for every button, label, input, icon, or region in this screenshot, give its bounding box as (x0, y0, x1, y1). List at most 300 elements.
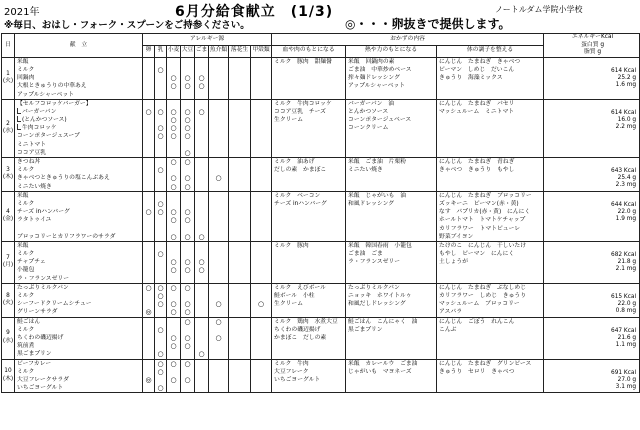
allergen-header: 乳 (155, 45, 167, 57)
dish-name: きつね丼 (17, 159, 41, 166)
allergen-mark (155, 266, 166, 274)
ingredient-line: ミルク 牛肉 (274, 360, 309, 367)
dish-name: いちごヨーグルト (17, 385, 64, 392)
dish-item (16, 368, 141, 376)
col-header-body: 体の調子を整える (437, 45, 544, 57)
body-food-cell (437, 57, 544, 99)
ingredient-line: 生クリーム (274, 117, 304, 124)
allergen-mark (195, 368, 208, 376)
dish-item (16, 108, 141, 116)
allergen-mark (229, 300, 250, 308)
day-cell (2, 158, 15, 192)
ingredient-line: ミニたい焼き (348, 167, 383, 174)
allergen-mark: ○ (157, 300, 164, 309)
dish-name: バーガーパン (22, 108, 57, 115)
allergen-mark (155, 216, 166, 232)
dish-name: アップルシャーベット (17, 91, 75, 98)
ingredient-line: アップルシャーベット (348, 83, 406, 90)
allergen-mark (209, 266, 228, 274)
allergen-mark (209, 376, 228, 384)
allergen-mark (181, 242, 194, 250)
allergen-mark (229, 318, 250, 326)
dish-item (16, 183, 141, 191)
allergen-mark (167, 384, 180, 392)
allergen-mark: ○ (145, 107, 152, 116)
ingredient-line: ココア豆乳 チーズ (274, 108, 326, 115)
allergen-mark: ○ (184, 333, 191, 342)
allergen-column (251, 191, 272, 241)
allergen-mark (143, 250, 154, 258)
allergen-mark (181, 100, 194, 108)
dish-name: ちくわの磯辺揚げ (17, 334, 64, 341)
allergen-mark (143, 360, 154, 368)
allergen-mark (251, 200, 271, 208)
allergen-mark (209, 250, 228, 258)
allergen-mark (143, 242, 154, 250)
allergen-mark (209, 192, 228, 200)
allergen-mark (229, 233, 250, 241)
allergen-mark: ○ (157, 199, 164, 208)
dish-list (15, 241, 143, 283)
blood-food-cell (272, 283, 346, 317)
allergen-column (155, 191, 167, 241)
allergen-mark (229, 242, 250, 250)
ingredient-line: にんじん たまねぎ ブロッコリー (439, 192, 532, 199)
allergen-mark (229, 384, 250, 392)
dish-name: グリーンサラダ (17, 309, 58, 316)
allergen-mark (155, 318, 166, 326)
allergen-mark (209, 74, 228, 82)
year-label: 2021年 (4, 7, 40, 18)
ingredient-line: 米飯 カレールウ ごま油 (348, 360, 418, 367)
allergen-mark (155, 376, 166, 384)
allergen-mark (155, 82, 166, 90)
allergen-mark (229, 192, 250, 200)
ingredient-line: 黒ごまプリン (348, 326, 383, 333)
protein-value: 27.0 g (617, 376, 637, 383)
dish-name: 大根ときゅうりの中華あえ (17, 83, 87, 90)
ingredient-line: ミルク 牛肉コロッケ (274, 100, 332, 107)
allergen-mark (143, 233, 154, 241)
allergen-mark (209, 158, 228, 166)
dish-item (16, 208, 141, 216)
allergen-mark (143, 124, 154, 132)
dish-name: ビーフカレー (17, 360, 52, 367)
allergen-mark (155, 242, 166, 250)
allergen-mark: ○ (184, 308, 191, 317)
allergen-mark (209, 233, 228, 241)
allergen-column (229, 57, 251, 99)
dish-item (16, 350, 141, 358)
allergen-mark (155, 233, 166, 241)
allergen-mark (167, 100, 180, 108)
allergen-column (251, 99, 272, 157)
dish-name: 鮭ごはん (17, 318, 41, 325)
dish-item (16, 149, 141, 157)
allergen-column (167, 283, 181, 317)
dish-name: ミルク (17, 167, 35, 174)
allergen-mark (209, 326, 228, 334)
allergen-mark (155, 58, 166, 66)
ingredient-line: ごま油 中華炒めベース (348, 66, 412, 73)
ingredient-line: きゅうり 海藻ミックス (439, 75, 503, 82)
allergen-mark (251, 208, 271, 216)
ingredient-line: ミルク 油あげ (274, 159, 315, 166)
nutrition-cell (544, 99, 640, 157)
allergen-mark (209, 360, 228, 368)
protein-value: 22.0 g (617, 208, 637, 215)
fat-value: 1.6 mg (615, 82, 637, 89)
allergen-mark (195, 292, 208, 300)
allergen-mark (167, 250, 180, 258)
allergen-mark: ○ (170, 342, 177, 351)
allergen-column (143, 99, 155, 157)
allergen-mark (143, 58, 154, 66)
dish-name: 米飯 (17, 242, 29, 249)
dish-name: ココア豆乳 (17, 149, 46, 156)
allergen-mark: ○ (184, 124, 191, 133)
allergen-mark (251, 326, 271, 334)
allergen-mark: ○ (198, 82, 205, 91)
day-of-week: (木) (2, 174, 14, 181)
ingredient-line: 米飯 回鍋肉の素 (348, 58, 395, 65)
allergen-mark (155, 308, 166, 316)
allergen-mark (155, 116, 166, 124)
allergen-header: 落花生 (229, 45, 251, 57)
allergen-mark (251, 292, 271, 300)
dish-list (15, 359, 143, 393)
day-of-week: (火) (2, 300, 14, 307)
allergen-column (143, 359, 155, 393)
nutrition-cell (544, 241, 640, 283)
day-row (2, 317, 640, 359)
ingredient-line: ちくわの磯辺揚げ (274, 326, 321, 333)
allergen-mark (251, 242, 271, 250)
dish-item (16, 58, 141, 66)
allergen-mark (195, 300, 208, 308)
allergen-column (251, 317, 272, 359)
ingredient-line: アスパラ (439, 309, 462, 316)
col-header-menu: 献 立 (15, 34, 143, 58)
allergen-column (181, 99, 195, 157)
allergen-mark (143, 192, 154, 200)
allergen-mark (181, 58, 194, 66)
dish-item (16, 174, 141, 182)
allergen-mark (251, 141, 271, 149)
allergen-column (229, 283, 251, 317)
col-header-blood: 血や肉のもとになる (272, 45, 346, 57)
ingredient-line: 生クリーム (274, 301, 304, 308)
allergen-mark (181, 384, 194, 392)
allergen-mark (143, 183, 154, 191)
allergen-mark: ○ (184, 266, 191, 275)
ingredient-line: ラ・フランスゼリー (348, 259, 401, 266)
allergen-mark (195, 242, 208, 250)
allergen-mark: ○ (184, 82, 191, 91)
allergen-mark (195, 376, 208, 384)
ingredient-line: コーンクリーム (348, 125, 389, 132)
energy-food-cell (346, 283, 437, 317)
day-row (2, 283, 640, 317)
allergen-column (181, 283, 195, 317)
dish-item (16, 74, 141, 82)
allergen-mark: ○ (170, 158, 177, 167)
allergen-mark (251, 74, 271, 82)
energy-value: 614 Kcal (611, 67, 637, 74)
allergen-mark (143, 141, 154, 149)
allergen-mark (251, 376, 271, 384)
allergen-mark (229, 350, 250, 358)
dish-list (15, 57, 143, 99)
day-number: 2 (6, 120, 10, 127)
egg-free-note: ◎・・・卵抜きで提供します。 (345, 17, 511, 31)
protein-value: 21.8 g (617, 259, 637, 266)
dish-item (16, 376, 141, 384)
col-header-day: 日 (2, 34, 15, 58)
allergen-mark (155, 275, 166, 283)
allergen-mark (167, 200, 180, 208)
allergen-mark (143, 266, 154, 274)
allergen-mark (195, 100, 208, 108)
allergen-mark (167, 326, 180, 334)
fat-value: 1.9 mg (615, 216, 637, 223)
allergen-mark (209, 308, 228, 316)
dish-name: ミニトマト (17, 141, 46, 148)
allergen-mark (143, 300, 154, 308)
dish-item (16, 91, 141, 99)
body-food-cell (437, 317, 544, 359)
allergen-mark (155, 192, 166, 200)
allergen-mark (143, 158, 154, 166)
allergen-header: 小麦 (167, 45, 181, 57)
dish-name: ミルク (17, 66, 35, 73)
allergen-mark (195, 284, 208, 292)
allergen-mark (209, 166, 228, 174)
allergen-mark: ○ (184, 107, 191, 116)
ingredient-line: カリフラワー トマトピューレ (439, 225, 521, 232)
ingredient-line: にんじん たまねぎ パセリ (439, 100, 515, 107)
utensil-note: ※毎日、おはし・フォーク・スプーンをご持参ください。 (4, 20, 250, 31)
dish-name: (とんかつソース) (22, 117, 67, 124)
allergen-mark (143, 91, 154, 99)
allergen-mark: ○ (157, 350, 164, 359)
dish-item (16, 124, 141, 132)
ingredient-line: ミルク えびボール (274, 284, 326, 291)
allergen-mark (229, 66, 250, 74)
dish-item (16, 318, 141, 326)
allergen-mark (155, 334, 166, 342)
ingredient-line: きゅうり セロリ きゃべつ (439, 368, 515, 375)
allergen-column (195, 241, 209, 283)
allergen-mark (143, 258, 154, 266)
allergen-mark: ○ (198, 258, 205, 267)
bracket-line-icon (17, 124, 21, 130)
allergen-column (143, 241, 155, 283)
allergen-mark (251, 216, 271, 232)
dish-name: ミルク (17, 200, 35, 207)
ingredient-line: ニョッキ ホワイトルゥ (348, 293, 412, 300)
allergen-mark (167, 149, 180, 157)
allergen-mark (143, 350, 154, 358)
allergen-mark (251, 174, 271, 182)
allergen-mark: ○ (184, 182, 191, 191)
allergen-mark (195, 124, 208, 132)
allergen-mark: ○ (170, 208, 177, 217)
allergen-mark (181, 350, 194, 358)
day-cell (2, 57, 15, 99)
allergen-mark (143, 275, 154, 283)
allergen-mark: ○ (198, 350, 205, 359)
day-number: 10 (4, 368, 12, 375)
allergen-mark (251, 368, 271, 376)
allergen-mark: ○ (170, 74, 177, 83)
allergen-column (251, 241, 272, 283)
blood-food-cell (272, 317, 346, 359)
energy-food-cell (346, 317, 437, 359)
ingredient-line: チーズ inハンバーグ (274, 200, 327, 207)
allergen-column (229, 99, 251, 157)
allergen-header: 大豆 (181, 45, 195, 57)
blood-food-cell (272, 359, 346, 393)
allergen-header: 甲殻類 (251, 45, 272, 57)
ingredient-line: きゃべつ きゅうり もやし (439, 167, 515, 174)
dish-item (16, 200, 141, 208)
ingredient-line: 鮭ごはん こんにゃく 油 (348, 318, 418, 325)
allergen-mark (155, 342, 166, 350)
allergen-mark: ○ (170, 258, 177, 267)
allergen-mark (209, 258, 228, 266)
allergen-column (209, 191, 229, 241)
body-food-cell (437, 359, 544, 393)
allergen-column (195, 99, 209, 157)
allergen-mark (251, 266, 271, 274)
blood-food-cell (272, 57, 346, 99)
allergen-mark (195, 58, 208, 66)
allergen-mark: ○ (184, 74, 191, 83)
allergen-mark: ○ (157, 367, 164, 376)
fat-value: 3.1 mg (615, 383, 637, 390)
day-number: 1 (6, 70, 10, 77)
allergen-mark (195, 308, 208, 316)
menu-body (2, 57, 640, 393)
allergen-column (155, 99, 167, 157)
allergen-column (167, 57, 181, 99)
allergen-mark: ○ (157, 250, 164, 259)
allergen-mark: ○ (157, 107, 164, 116)
day-of-week: (月) (2, 262, 14, 269)
allergen-mark (229, 342, 250, 350)
allergen-mark (167, 318, 180, 326)
ingredient-line: にんじん たまねぎ 青ねぎ (439, 159, 515, 166)
ingredient-line: ミルク 豚肉 (274, 242, 309, 249)
allergen-mark (195, 342, 208, 350)
allergen-column (155, 57, 167, 99)
dish-item (16, 266, 141, 274)
allergen-mark (195, 174, 208, 182)
allergen-mark (229, 158, 250, 166)
allergen-mark (195, 141, 208, 149)
allergen-mark (251, 66, 271, 74)
ingredient-line: だしの素 かまぼこ (274, 167, 327, 174)
ingredient-line: バーガーパン 油 (348, 100, 395, 107)
ingredient-line: 和風ドレッシング (348, 200, 395, 207)
allergen-mark (155, 74, 166, 82)
dish-name: 黒ごまプリン (17, 351, 52, 358)
dish-name: ミルク (17, 251, 35, 258)
allergen-mark: ○ (170, 308, 177, 317)
allergen-column (143, 191, 155, 241)
school-name: ノートルダム学院小学校 (495, 5, 583, 14)
allergen-mark (251, 284, 271, 292)
ingredient-line: 大豆フレーク (274, 368, 309, 375)
allergen-mark: ○ (198, 107, 205, 116)
allergen-column (143, 57, 155, 99)
energy-value: 691 Kcal (611, 369, 637, 376)
allergen-mark (155, 100, 166, 108)
allergen-mark (143, 342, 154, 350)
dish-name: 牛肉コロッケ (22, 125, 57, 132)
allergen-mark (167, 192, 180, 200)
allergen-mark (229, 360, 250, 368)
ingredient-line: かまぼこ だしの素 (274, 334, 327, 341)
day-of-week: (水) (2, 128, 14, 135)
allergen-mark: ○ (184, 116, 191, 125)
ingredient-line: ズッキーニ ピーマン(赤・黄) (439, 200, 519, 207)
day-number: 4 (6, 208, 10, 215)
dish-name: チャプチェ (17, 259, 46, 266)
allergen-mark (167, 368, 180, 376)
day-cell (2, 359, 15, 393)
day-row (2, 359, 640, 393)
energy-food-cell (346, 57, 437, 99)
fat-value: 2.2 mg (615, 124, 637, 131)
allergen-mark: ○ (184, 300, 191, 309)
allergen-mark (195, 66, 208, 74)
day-of-week: (木) (2, 375, 14, 382)
allergen-mark (209, 108, 228, 116)
col-header-nutrition: エネルギーKcal 蛋白質 g 脂質 g (544, 34, 640, 58)
allergen-mark: ○ (145, 208, 152, 217)
allergen-mark (181, 326, 194, 334)
allergen-mark (143, 149, 154, 157)
allergen-mark (229, 91, 250, 99)
allergen-mark (195, 183, 208, 191)
allergen-mark (155, 158, 166, 166)
allergen-column (167, 317, 181, 359)
allergen-mark (209, 58, 228, 66)
allergen-column (209, 241, 229, 283)
allergen-mark (181, 166, 194, 174)
allergen-mark (251, 149, 271, 157)
allergen-mark (229, 284, 250, 292)
ingredient-line: 野菜ブイヨン (439, 233, 474, 240)
allergen-column (143, 283, 155, 317)
allergen-mark: ○ (170, 266, 177, 275)
dish-name: きゃべつときゅうりの塩こんぶあえ (17, 175, 110, 182)
ingredient-line: 米飯 じゃがいも 油 (348, 192, 407, 199)
allergen-mark (251, 124, 271, 132)
allergen-mark (251, 108, 271, 116)
allergen-column (229, 241, 251, 283)
day-cell (2, 99, 15, 157)
allergen-mark (229, 116, 250, 124)
dish-name: 小籠包 (17, 267, 35, 274)
blood-food-cell (272, 241, 346, 283)
allergen-mark (229, 292, 250, 300)
allergen-mark (195, 200, 208, 208)
allergen-column (181, 158, 195, 192)
allergen-mark: ○ (170, 82, 177, 91)
